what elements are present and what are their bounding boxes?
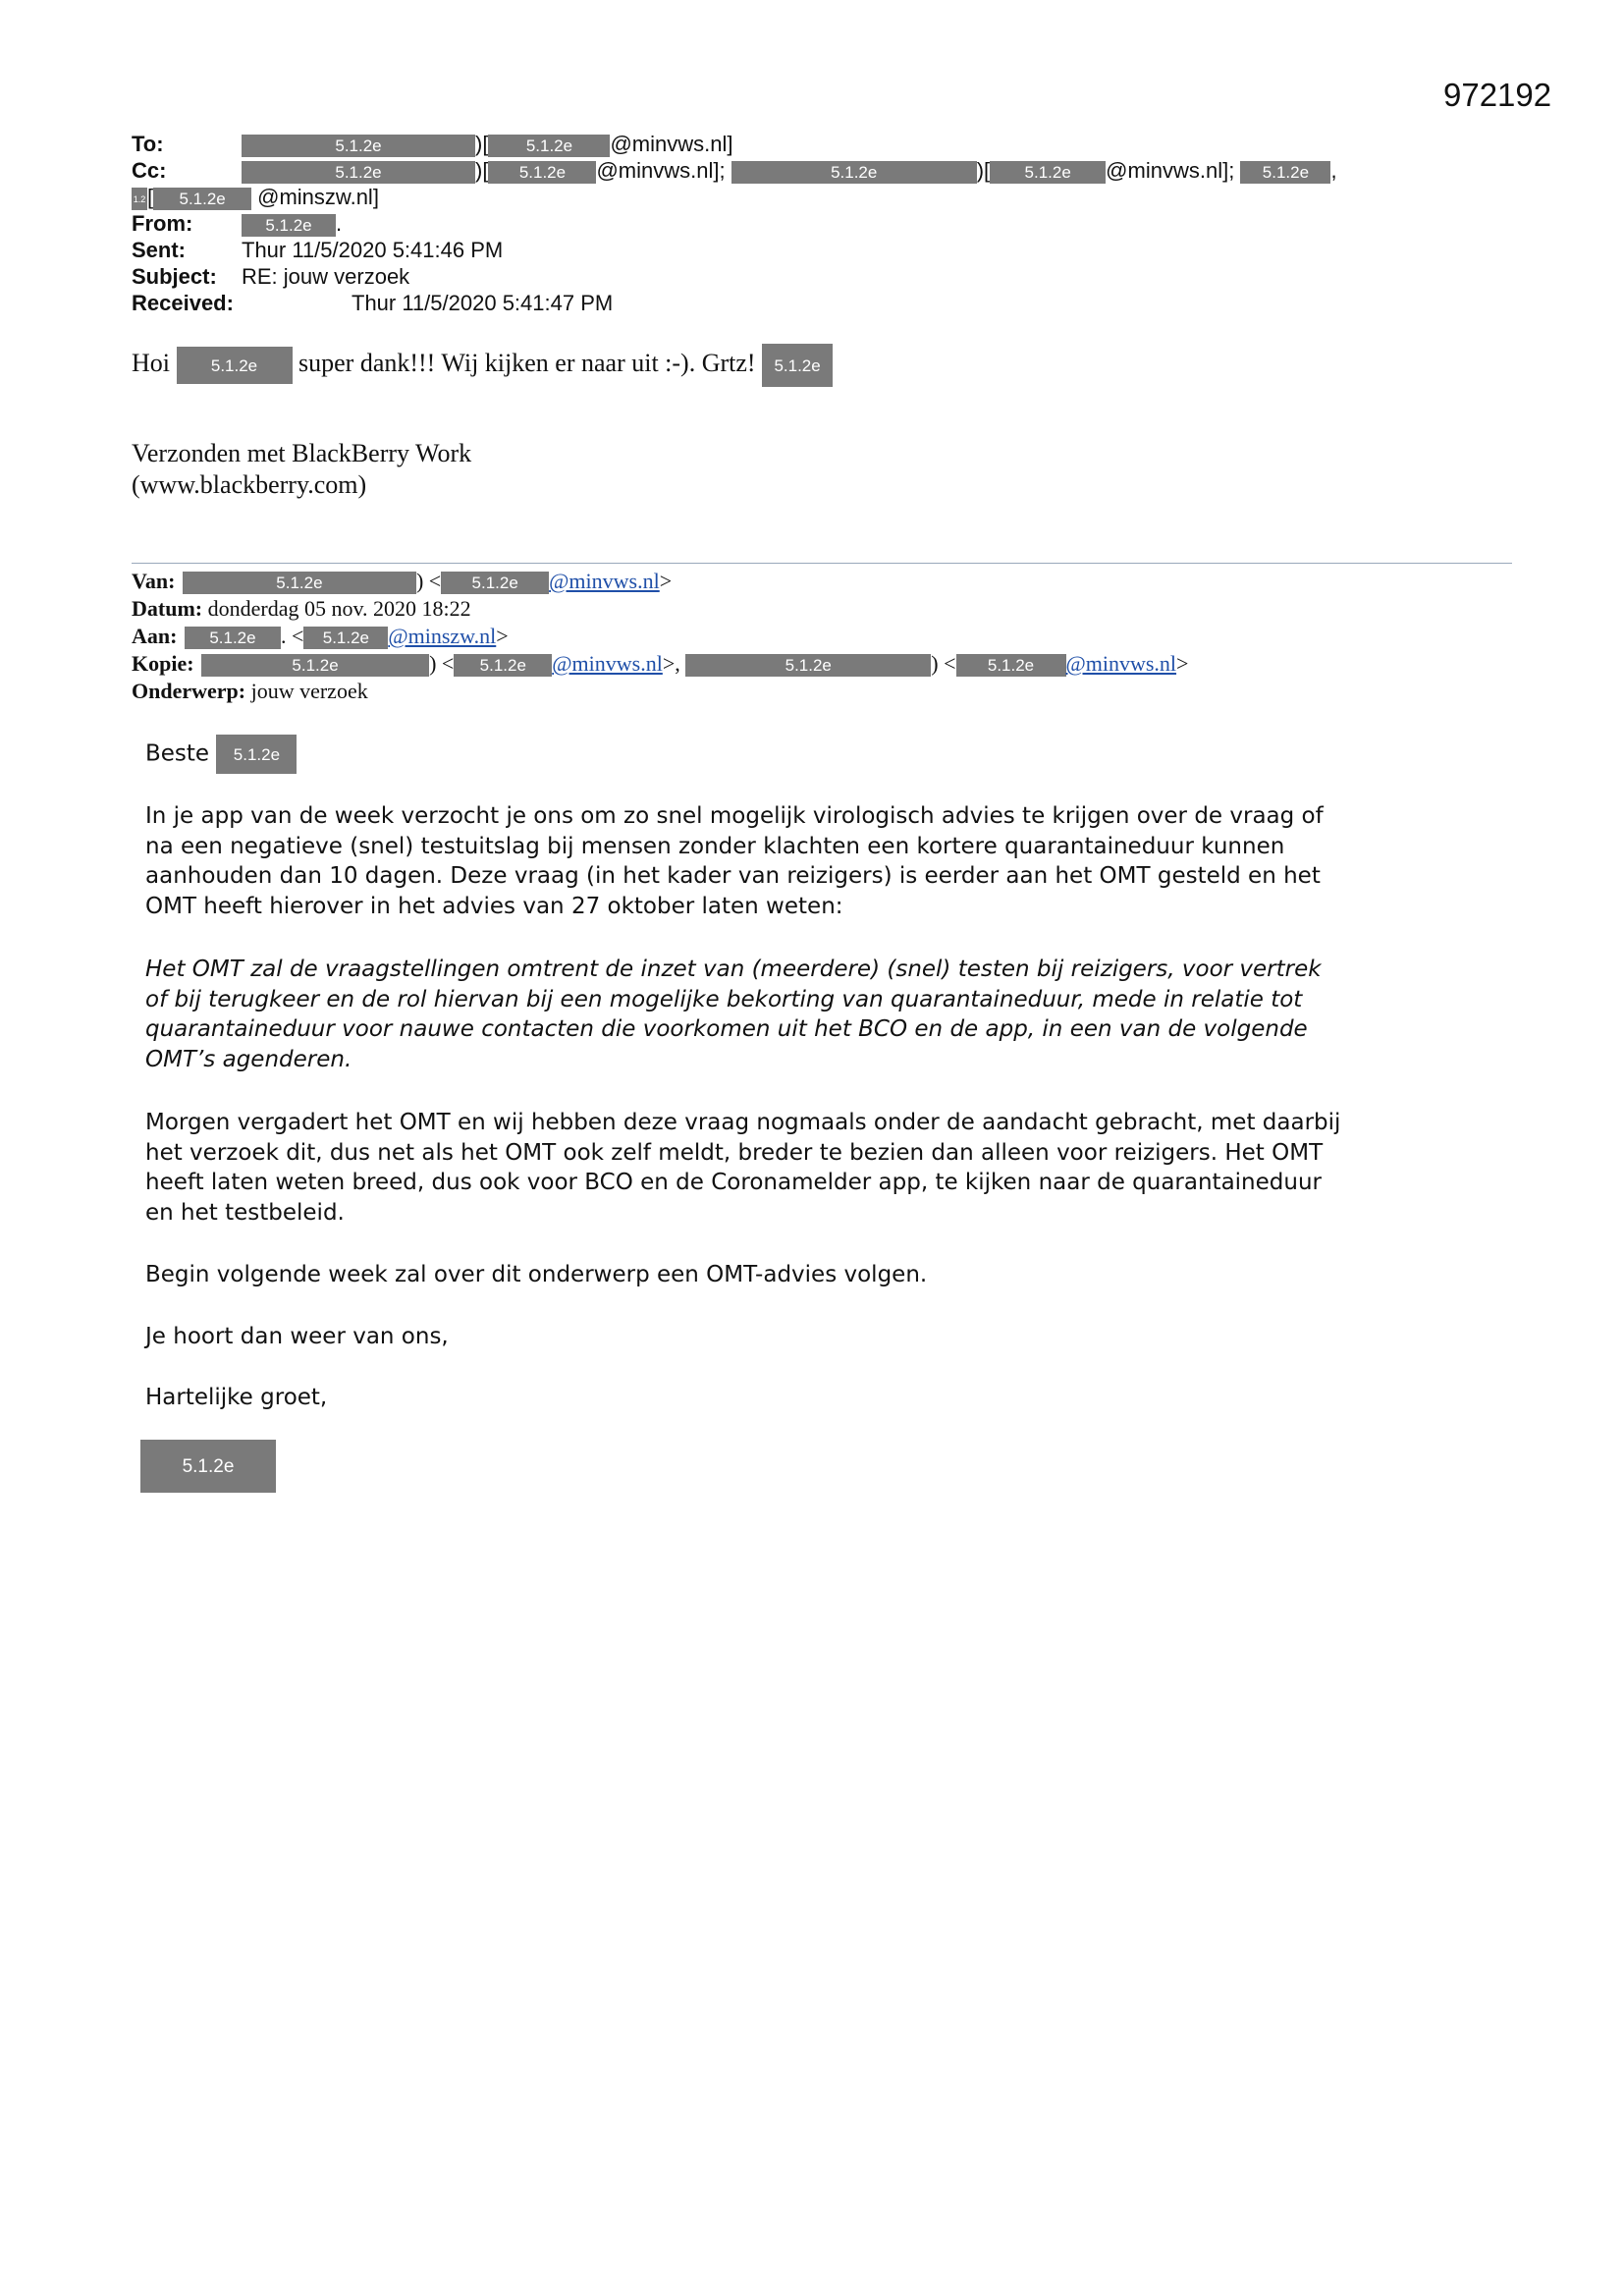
redaction-box: 5.1.2e — [216, 735, 297, 774]
van-line: Van: 5.1.2e ) < 5.1.2e @minvws.nl> — [132, 569, 673, 593]
to-label: To: — [132, 132, 164, 156]
cc-label: Cc: — [132, 158, 167, 183]
datum-line: Datum: donderdag 05 nov. 2020 18:22 — [132, 596, 471, 621]
redaction-box: 5.1.2e — [488, 135, 610, 157]
onderwerp-line: Onderwerp: jouw verzoek — [132, 679, 368, 703]
sent-label: Sent: — [132, 238, 186, 262]
subject-value: RE: jouw verzoek — [242, 264, 410, 289]
redaction-box: 5.1.2e — [441, 572, 549, 594]
aan-email-link[interactable]: @minszw.nl — [388, 624, 497, 648]
redaction-box: 5.1.2e — [242, 161, 475, 184]
redaction-box: 5.1.2e — [177, 347, 293, 384]
redaction-box: 5.1.2e — [685, 654, 931, 677]
to-line: 5.1.2e )[ 5.1.2e @minvws.nl] — [242, 131, 732, 157]
redaction-box: 5.1.2e — [183, 572, 416, 594]
received-label: Received: — [132, 291, 234, 315]
redaction-box: 5.1.2e — [1240, 161, 1330, 184]
redaction-box: 5.1.2e — [185, 627, 281, 649]
aan-line: Aan: 5.1.2e . < 5.1.2e @minszw.nl> — [132, 624, 509, 648]
redaction-box-small: 1.2 — [132, 188, 147, 210]
to-domain: @minvws.nl] — [610, 132, 733, 156]
signature: Verzonden met BlackBerry Work (www.blackberry.com) — [132, 439, 472, 499]
redaction-box: 5.1.2e — [153, 188, 251, 210]
received-value: Thur 11/5/2020 5:41:47 PM — [352, 291, 614, 315]
paragraph-3: Morgen vergadert het OMT en wij hebben deze vraag nogmaals onder de aandacht gebracht, met daarbij het verzoek dit, dus net als het OMT ook zelf meldt, breder te bezien dan alleen voor reizigers. Het OMT heeft laten weten breed, dus ook voor BCO en de Coronamelder app, te kijken naar de quarantaineduur en het testbeleid. — [145, 1110, 1341, 1226]
redaction-box: 5.1.2e — [956, 654, 1066, 677]
subject-label: Subject: — [132, 264, 217, 289]
from-label: From: — [132, 211, 193, 236]
reply-line: Hoi 5.1.2e super dank!!! Wij kijken er naar uit :-). Grtz! 5.1.2e — [132, 344, 833, 387]
paragraph-6: Hartelijke groet, — [145, 1385, 328, 1410]
paragraph-1: In je app van de week verzocht je ons om zo snel mogelijk virologisch advies te krijgen over de vraag of na een negatieve (snel) testuitslag bij mensen zonder klachten een kortere quarantaineduur kunnen aanhouden dan 10 dagen. Deze vraag (in het kader van reizigers) is eerder aan het OMT gesteld en het OMT heeft hierover in het advies van 27 oktober laten weten: — [145, 803, 1324, 919]
greeting: Beste 5.1.2e — [145, 735, 297, 774]
kopie-email-link-2[interactable]: @minvws.nl — [1065, 651, 1177, 676]
redaction-box: 5.1.2e — [242, 214, 336, 237]
cc-line-2: 1.2[ 5.1.2e @minszw.nl] — [133, 185, 379, 209]
redaction-box: 5.1.2e — [990, 161, 1106, 184]
redaction-box: 5.1.2e — [201, 654, 429, 677]
van-email-link[interactable]: @minvws.nl — [549, 569, 660, 593]
paragraph-4: Begin volgende week zal over dit onderwerp een OMT-advies volgen. — [145, 1262, 928, 1287]
redaction-box: 5.1.2e — [454, 654, 552, 677]
paragraph-2-quote: Het OMT zal de vraagstellingen omtrent de inzet van (meerdere) (snel) testen bij reizigers, voor vertrek of bij terugkeer en de rol hiervan bij een mogelijke bekorting van quarantaineduur, mede in relatie tot quarantaineduur voor nauwe contacten die voorkomen uit het BCO en de app, in een van de volgende OMT’s agenderen. — [145, 957, 1322, 1072]
separator-rule — [132, 563, 1512, 564]
redaction-box: 5.1.2e — [731, 161, 977, 184]
kopie-email-link-1[interactable]: @minvws.nl — [552, 651, 663, 676]
document-number: 972192 — [1443, 77, 1552, 113]
cc-line: 5.1.2e )[ 5.1.2e @minvws.nl]; 5.1.2e )[ 5.1.2e @minvws.nl]; 5.1.2e , — [242, 157, 1337, 184]
sent-value: Thur 11/5/2020 5:41:46 PM — [242, 238, 504, 262]
kopie-line: Kopie: 5.1.2e ) < 5.1.2e @minvws.nl>, 5.1.2e ) < 5.1.2e @minvws.nl> — [132, 651, 1189, 676]
redaction-box: 5.1.2e — [488, 161, 596, 184]
redaction-box: 5.1.2e — [140, 1440, 276, 1493]
paragraph-5: Je hoort dan weer van ons, — [145, 1324, 449, 1349]
redaction-box: 5.1.2e — [303, 627, 388, 649]
signature-redaction — [140, 1440, 276, 1493]
redaction-box: 5.1.2e — [762, 344, 833, 387]
redaction-box: 5.1.2e — [242, 135, 475, 157]
from-line: 5.1.2e . — [242, 210, 342, 237]
